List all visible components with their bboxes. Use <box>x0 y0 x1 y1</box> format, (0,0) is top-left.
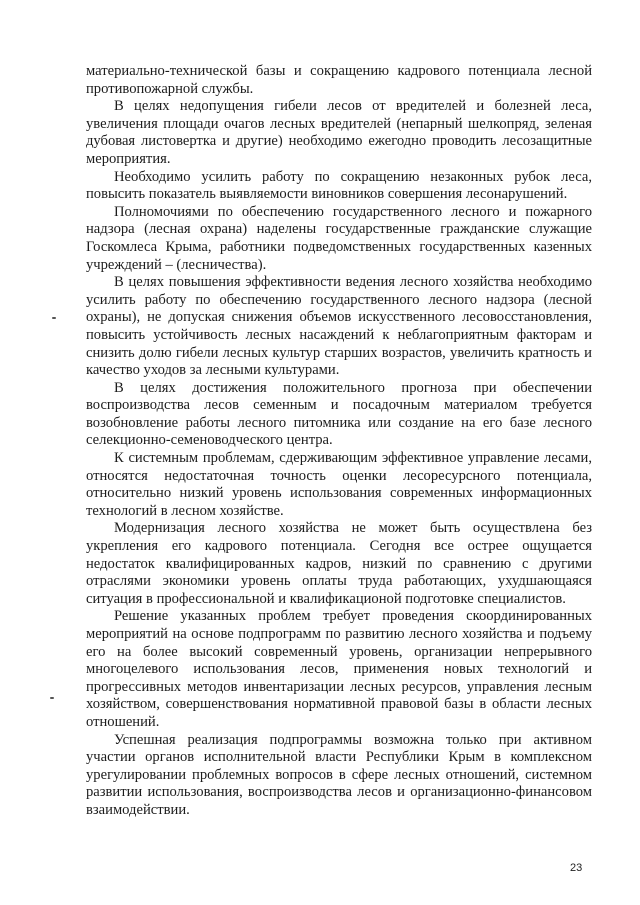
scan-speck <box>52 317 56 319</box>
paragraph-5: В целях повышения эффективности ведения лесного хозяйства необходимо усилить работу по обеспечению государственного лесного надзора (лесной охраны), не допуская снижения объемов искусственного лесовосстановления, повысить устойчивость лесных насаждений к неблагоприятным факторам и снизить долю гибели лесных культур старших возрастов, увеличить кратность и качество уходов за лесными культурами. <box>86 274 592 379</box>
paragraph-2: В целях недопущения гибели лесов от вредителей и болезней леса, увеличения площади очагов лесных вредителей (непарный шелкопряд, зеленая дубовая листовертка и другие) необходимо ежегодно проводить лесозащитные мероприятия. <box>86 98 592 167</box>
paragraph-1: материально-технической базы и сокращению кадрового потенциала лесной противопожарной службы. <box>86 63 592 97</box>
scan-speck <box>50 697 54 699</box>
paragraph-4: Полномочиями по обеспечению государственного лесного и пожарного надзора (лесная охрана) наделены государственные гражданские служащие Госкомлеса Крыма, работники подведомственных государственных казенных учреждений – (лесничества). <box>86 203 592 273</box>
paragraph-8: Модернизация лесного хозяйства не может быть осуществлена без укрепления его кадрового потенциала. Сегодня все острее ощущается недостаток квалифицированных кадров, низкий по сравнению с другими отраслями экономики уровень оплаты труда работающих, ухудшающаяся ситуация в профессиональной и квалификационой подготовке специалистов. <box>86 520 592 607</box>
paragraph-9: Решение указанных проблем требует проведения скоординированных мероприятий на основе подпрограмм по развитию лесного хозяйства и подъему его на более высокий современный уровень, организации непрерывного многоцелевого использования лесов, применения новых технологий и прогрессивных методов инвентаризации лесных ресурсов, управления лесным хозяйством, совершенствования нормативной правовой базы в области лесных отношений. <box>86 608 592 730</box>
paragraph-7: К системным проблемам, сдерживающим эффективное управление лесами, относятся недостаточная точность оценки лесоресурсного потенциала, относительно низкий уровень использования современных информационных технологий в лесном хозяйстве. <box>86 450 592 519</box>
paragraph-3: Необходимо усилить работу по сокращению незаконных рубок леса, повысить показатель выявляемости виновников совершения лесонарушений. <box>86 168 592 203</box>
document-page <box>86 63 592 820</box>
page-number: 23 <box>570 862 583 874</box>
paragraph-10: Успешная реализация подпрограммы возможна только при активном участии органов исполнительной власти Республики Крым в комплексном урегулировании проблемных вопросов в сфере лесных отношений, системном развитии использования, воспроизводства лесов и организационно-финансовом взаимодействии. <box>86 731 592 818</box>
paragraph-6: В целях достижения положительного прогноза при обеспечении воспроизводства лесов семенным и посадочным материалом требуется возобновление работы лесного питомника или создание на его базе лесного селекционно-семеноводческого центра. <box>86 379 592 449</box>
